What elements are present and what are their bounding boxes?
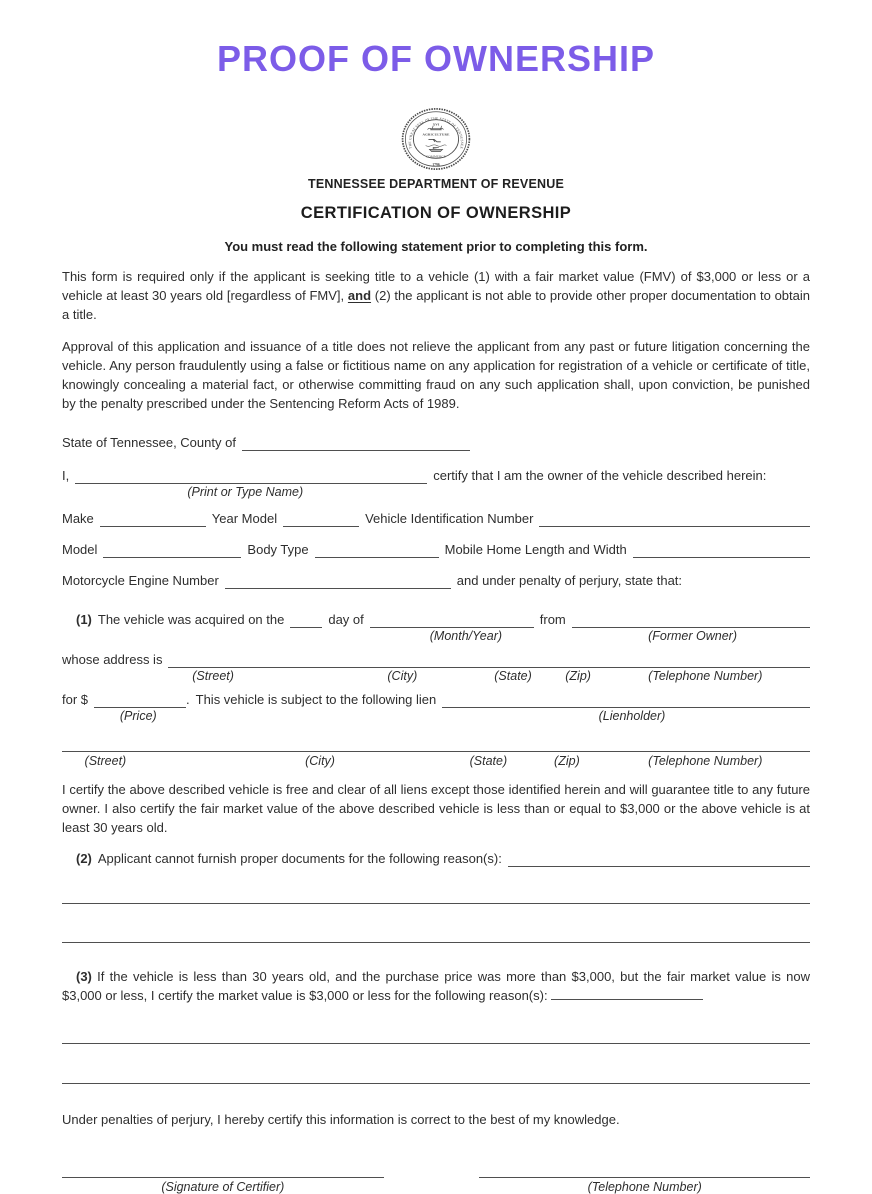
model-label: Model [62, 542, 98, 557]
i-label: I, [62, 468, 70, 483]
telephone-label: (Telephone Number) [648, 754, 763, 768]
address-row [62, 652, 810, 668]
motorcycle-row [62, 573, 810, 589]
form-title: CERTIFICATION OF OWNERSHIP [300, 204, 572, 222]
seal-year: 1796 [432, 162, 440, 167]
item1-text: The vehicle was acquired on the [97, 612, 285, 627]
city-label: (City) [387, 669, 418, 683]
address-underlabel-row [62, 668, 810, 684]
signature-column [62, 1163, 384, 1194]
vin-field[interactable] [539, 512, 810, 527]
owner-name-underlabel-row [62, 484, 810, 500]
zip-label: (Zip) [554, 754, 580, 768]
intro-p1-after: (2) the applicant is not able to provide other proper documentation to obtain a title. [62, 288, 810, 322]
from-label: from [539, 612, 566, 627]
owner-address-field[interactable] [168, 653, 810, 668]
item3-text: If the vehicle is less than 30 years old, and the purchase price was more than $3,000, but the fair market value is now $3,000 or less, I certify the market value is $3,000 or less for the following reason(s): [62, 969, 810, 1003]
acquired-month-year-field[interactable] [370, 613, 534, 628]
state-label: (State) [494, 669, 532, 683]
item3-reason-field[interactable] [551, 987, 703, 1000]
item3-reason-line-2[interactable] [62, 1029, 810, 1044]
city-label: (City) [305, 754, 335, 768]
lienholder-address-field[interactable] [62, 737, 810, 752]
item2-reason-line-2[interactable] [62, 889, 810, 904]
acquired-day-field[interactable] [290, 613, 322, 628]
body-type-label: Body Type [247, 542, 309, 557]
model-field[interactable] [103, 543, 241, 558]
penalty-label: and under penalty of perjury, state that: [456, 573, 683, 588]
owner-name-row [62, 468, 810, 484]
seal-commerce-text: COMMERCE [426, 154, 446, 159]
price-lien-row [62, 692, 810, 708]
body-type-field[interactable] [315, 543, 439, 558]
telephone-column [479, 1163, 810, 1194]
item2-number: (2) [76, 851, 92, 866]
item3-paragraph [62, 967, 810, 1005]
item3-number: (3) [76, 969, 92, 984]
intro-paragraph-1 [62, 267, 810, 324]
for-price-label: for $ [62, 692, 89, 707]
year-model-field[interactable] [283, 512, 359, 527]
item2-text: Applicant cannot furnish proper documents for the following reason(s): [97, 851, 502, 866]
state-label: (State) [469, 754, 508, 768]
price-field[interactable] [94, 693, 186, 708]
tennessee-state-seal-icon [0, 107, 872, 171]
item2-reason-field[interactable] [508, 852, 810, 867]
former-owner-label: (Former Owner) [648, 629, 738, 643]
intro-p1-before: This form is required only if the applicant is seeking title to a vehicle (1) with a fair market value (FMV) of $3,000 or less or a vehicle at least 30 years old [regardless of FMV], [62, 269, 810, 303]
notice-statement: You must read the following statement prior to completing this form. [224, 239, 648, 254]
item1-row [62, 612, 810, 628]
signature-of-certifier-label: (Signature of Certifier) [161, 1180, 285, 1194]
telephone-label: (Telephone Number) [648, 669, 763, 683]
telephone-number-label: (Telephone Number) [587, 1180, 702, 1194]
model-row [62, 542, 810, 558]
former-owner-field[interactable] [572, 613, 810, 628]
street-label: (Street) [84, 754, 127, 768]
mobile-home-field[interactable] [633, 543, 810, 558]
print-or-type-label: (Print or Type Name) [187, 485, 304, 499]
motorcycle-label: Motorcycle Engine Number [62, 573, 219, 588]
whose-address-label: whose address is [62, 652, 163, 667]
certify-owner-label: certify that I am the owner of the vehicle described herein: [433, 468, 767, 483]
zip-label: (Zip) [565, 669, 591, 683]
county-row [62, 435, 810, 451]
lienholder-field[interactable] [442, 693, 810, 708]
seal-numeral: XVI [432, 122, 440, 127]
item1-underlabel-row [62, 628, 810, 644]
item2-row [62, 851, 810, 867]
lienholder-address-underlabel-row [62, 753, 810, 769]
day-of-label: day of [328, 612, 364, 627]
year-model-label: Year Model [211, 511, 278, 526]
item2-reason-line-3[interactable] [62, 928, 810, 943]
intro-p1-and: and [347, 288, 372, 303]
make-label: Make [62, 511, 94, 526]
county-field[interactable] [242, 436, 470, 451]
vin-label: Vehicle Identification Number [365, 511, 534, 526]
signature-row [62, 1163, 810, 1194]
intro-paragraph-2: Approval of this application and issuance of a title does not relieve the applicant from any past or future litigation concerning the vehicle. Any person fraudulently using a false or fictitious name on any application for registration of a vehicle or certificate of title, knowingly concealing a material fact, or otherwise committing fraud on any such application shall, upon conviction, be punished by the penalty prescribed under the Sentencing Reform Acts of 1989. [62, 339, 810, 411]
make-row [62, 511, 810, 527]
mobile-home-label: Mobile Home Length and Width [444, 542, 627, 557]
make-field[interactable] [100, 512, 206, 527]
lienholder-label: (Lienholder) [598, 709, 666, 723]
motorcycle-engine-field[interactable] [225, 574, 451, 589]
price-lien-underlabel-row [62, 708, 810, 724]
perjury-statement: Under penalties of perjury, I hereby certify this information is correct to the best of my knowledge. [62, 1112, 620, 1127]
department-name: TENNESSEE DEPARTMENT OF REVENUE [308, 177, 564, 191]
certify-liens-paragraph: I certify the above described vehicle is free and clear of all liens except those identified herein and will guarantee title to any future owner. I also certify the fair market value of the above described vehicle is less than or equal to $3,000 or the above vehicle is at least 30 years old. [62, 782, 810, 835]
seal-ring-text: THE GREAT SEAL OF THE STATE OF TENNESSEE [408, 116, 464, 150]
street-label: (Street) [192, 669, 234, 683]
month-year-label: (Month/Year) [429, 629, 503, 643]
period-text: . [186, 692, 190, 707]
certifier-telephone-field[interactable] [479, 1163, 810, 1178]
item3-reason-line-3[interactable] [62, 1069, 810, 1084]
county-label: State of Tennessee, County of [62, 435, 236, 450]
price-label: (Price) [119, 709, 157, 723]
seal-agriculture-text: AGRICULTURE [422, 132, 450, 137]
page-title: PROOF OF OWNERSHIP [216, 38, 655, 79]
certifier-signature-field[interactable] [62, 1163, 384, 1178]
owner-name-field[interactable] [75, 469, 427, 484]
lien-label: This vehicle is subject to the following lien [195, 692, 437, 707]
item1-number: (1) [76, 612, 92, 627]
